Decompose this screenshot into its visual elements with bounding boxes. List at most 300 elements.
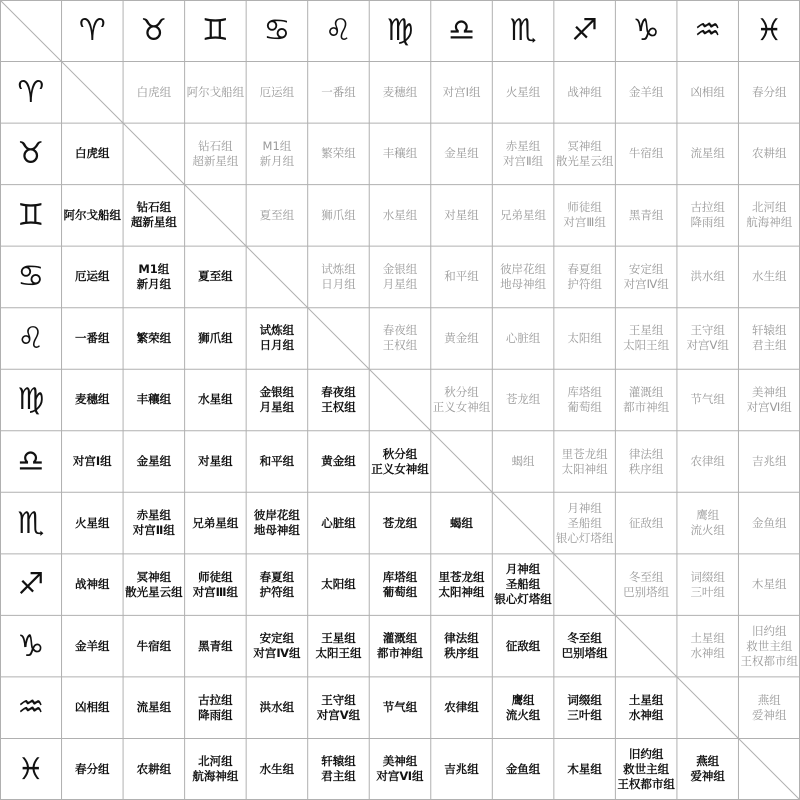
pair-cell [246, 431, 308, 493]
pair-name: 轩辕组 [321, 754, 356, 769]
pair-cell [185, 615, 247, 677]
pair-cell-text [629, 146, 664, 161]
gemini-icon: ♊ [201, 13, 229, 49]
aries-icon: ♈ [78, 13, 106, 49]
pair-cell-text [567, 693, 602, 723]
pair-cell-text [75, 577, 110, 592]
pair-cell [308, 431, 370, 493]
pair-cell [308, 62, 370, 124]
pair-cell [738, 369, 800, 431]
pair-cell-text [752, 323, 787, 353]
pair-cell [185, 246, 247, 308]
pair-name: 库塔组 [382, 569, 418, 584]
pair-name: 苍龙组 [382, 515, 418, 530]
pair-name: 王守组 [321, 692, 356, 707]
pair-cell [308, 185, 370, 247]
pair-cell-text [198, 392, 233, 407]
pair-name: 救世主组 [623, 761, 670, 776]
pair-cell-text [198, 693, 233, 723]
pair-name: 葡萄组 [382, 584, 418, 599]
pair-name: 苍龙组 [505, 392, 541, 407]
leo-icon: ♌ [325, 13, 352, 49]
pair-cell-text [137, 262, 172, 292]
pair-name: 航海神组 [746, 215, 793, 230]
pair-name: 流火组 [505, 707, 541, 722]
pair-cell [615, 246, 677, 308]
pair-cell [615, 185, 677, 247]
pair-name: 地母神组 [500, 276, 547, 291]
pair-cell-text [133, 508, 175, 538]
pair-name: 金羊组 [75, 638, 110, 653]
pair-cell-text [73, 454, 112, 469]
pair-name: 散光星云组 [555, 153, 614, 168]
pair-name: 流星组 [690, 146, 725, 161]
pair-name: 王权都市组 [617, 776, 675, 791]
pair-cell-text [75, 392, 110, 407]
pair-cell-text [75, 516, 110, 531]
pair-cell-text [494, 562, 552, 607]
pair-cell [308, 615, 370, 677]
pair-name: 对宫Ⅲ组 [563, 215, 606, 230]
pair-name: 太阳王组 [623, 338, 670, 353]
pair-cell-text [629, 85, 664, 100]
pair-cell [246, 185, 308, 247]
pair-name: 水生组 [751, 269, 787, 284]
pair-cell-text [260, 385, 295, 415]
pair-cell [62, 615, 124, 677]
pair-name: 蝎组 [450, 515, 474, 530]
pair-name: 麦穗组 [382, 84, 418, 99]
pair-cell-text [383, 85, 418, 100]
pair-cell-text [450, 516, 473, 531]
pair-cell-text [137, 454, 172, 469]
pair-cell [431, 123, 493, 185]
pair-cell [431, 615, 493, 677]
pair-cell-text [444, 331, 479, 346]
pair-cell [492, 677, 554, 739]
pair-cell-text [444, 269, 479, 284]
pair-cell-text [198, 269, 233, 284]
pair-cell-text [752, 146, 787, 161]
pair-cell-text [433, 385, 491, 415]
pair-cell-text [260, 323, 295, 353]
pair-cell-text [321, 385, 356, 415]
pair-cell [308, 677, 370, 739]
pair-cell-text [740, 624, 798, 669]
pair-cell-text [192, 139, 238, 169]
pair-cell [554, 62, 616, 124]
pair-name: 古拉组 [690, 200, 725, 215]
pair-cell-text [512, 454, 535, 469]
cancer-icon: ♋ [17, 259, 45, 295]
pair-name: 灌溉组 [382, 631, 418, 646]
pair-cell-text [752, 269, 787, 284]
pair-cell-text [321, 516, 356, 531]
pair-cell [185, 62, 247, 124]
pair-name: 对宫Ⅰ组 [442, 84, 481, 99]
pair-name: 太阳神组 [561, 461, 608, 476]
pair-name: 正义女神组 [432, 399, 491, 414]
pair-cell [677, 62, 739, 124]
pair-cell-text [75, 146, 110, 161]
pair-name: 美神组 [382, 754, 418, 769]
pair-cell [123, 615, 185, 677]
pair-cell [554, 123, 616, 185]
pair-cell [246, 369, 308, 431]
pair-cell [738, 615, 800, 677]
pair-cell-text [315, 631, 361, 661]
pair-name: 里苍龙组 [438, 569, 485, 584]
pair-name: 狮爪组 [321, 207, 356, 222]
pair-name: 安定组 [628, 261, 664, 276]
pair-cell-text [187, 85, 245, 100]
pair-name: 降雨组 [198, 707, 233, 722]
pair-cell-text [690, 269, 725, 284]
pair-name: 农耕组 [751, 146, 787, 161]
pair-cell-text [567, 262, 602, 292]
pair-name: 对宫Ⅴ组 [686, 338, 729, 353]
pair-cell [677, 615, 739, 677]
pair-cell-text [506, 639, 541, 654]
pair-name: 新月组 [259, 153, 295, 168]
pair-name: 农律组 [444, 700, 479, 715]
pair-name: 钻石组 [136, 200, 172, 215]
pair-cell [492, 123, 554, 185]
pair-name: 牛宿组 [628, 146, 664, 161]
pair-cell-text [690, 146, 725, 161]
pair-name: 蝎组 [511, 454, 535, 469]
pair-cell-text [444, 631, 479, 661]
pair-cell-text [260, 570, 295, 600]
pair-cell-text [253, 631, 300, 661]
pair-cell [123, 431, 185, 493]
pair-name: 降雨组 [690, 215, 725, 230]
pair-cell [738, 246, 800, 308]
pair-cell [308, 123, 370, 185]
pair-name: 阿尔戈船组 [63, 207, 122, 222]
pair-cell-text [321, 454, 356, 469]
pair-name: 新月组 [136, 276, 172, 291]
pair-cell-text [260, 85, 295, 100]
taurus-icon: ♉ [140, 13, 168, 49]
pair-name: 正义女神组 [371, 461, 429, 476]
pair-cell-text [383, 146, 418, 161]
pair-cell-text [690, 200, 725, 230]
pair-name: 春夜组 [321, 384, 356, 399]
pair-name: 金羊组 [628, 84, 664, 99]
pair-cell-text [567, 331, 602, 346]
pair-name: 巴别塔组 [623, 584, 670, 599]
pair-cell [554, 308, 616, 370]
pair-name: 火星组 [505, 84, 541, 99]
pair-name: 旧约组 [751, 623, 787, 638]
pair-cell-text [690, 392, 725, 407]
pair-name: 吉兆组 [751, 454, 787, 469]
scorpio-icon: ♏ [17, 505, 45, 541]
pair-cell-text [690, 454, 725, 469]
pair-cell [369, 554, 431, 616]
pair-cell [123, 492, 185, 554]
pair-name: 里苍龙组 [561, 446, 608, 461]
pair-name: 太阳王组 [315, 646, 362, 661]
pair-cell-text [383, 208, 418, 223]
pair-name: 兄弟星组 [500, 207, 547, 222]
pair-name: 繁荣组 [321, 146, 356, 161]
pair-name: 地母神组 [253, 523, 300, 538]
pair-name: 北河组 [751, 200, 787, 215]
pair-cell-text [506, 392, 541, 407]
pair-cell-text [623, 570, 669, 600]
pair-name: 爱神组 [751, 707, 787, 722]
pair-cell [185, 554, 247, 616]
pair-name: M1组 [138, 261, 170, 276]
pair-name: 对宫Ⅵ组 [376, 769, 424, 784]
pair-name: 银心灯塔组 [555, 530, 614, 545]
pair-name: 厄运组 [75, 269, 110, 284]
pair-name: 超新星组 [192, 153, 239, 168]
pair-cell [431, 62, 493, 124]
pair-name: 库塔组 [567, 384, 602, 399]
pair-cell-text [137, 700, 172, 715]
pair-name: 对宫Ⅲ组 [192, 584, 239, 599]
pair-name: 丰穰组 [136, 392, 172, 407]
pair-name: 节气组 [690, 392, 725, 407]
pair-name: 白虎组 [75, 146, 110, 161]
pair-cell [62, 431, 124, 493]
pair-cell-text [75, 762, 110, 777]
pair-cell-text [192, 754, 238, 784]
taurus-icon: ♉ [17, 136, 45, 172]
pair-cell [185, 492, 247, 554]
pair-cell-text [75, 639, 110, 654]
virgo-icon: ♍ [17, 382, 45, 418]
pair-cell-text [321, 85, 356, 100]
pair-cell-text [321, 208, 356, 223]
pair-cell-text [317, 693, 360, 723]
pair-name: 水星组 [198, 392, 233, 407]
pair-name: 圣船组 [567, 515, 602, 530]
pair-cell-text [198, 454, 233, 469]
pair-cell [677, 308, 739, 370]
pair-cell-text [321, 146, 356, 161]
pair-name: 对宫Ⅰ组 [72, 454, 112, 469]
pair-cell-text [137, 392, 172, 407]
pair-cell [369, 123, 431, 185]
pair-name: 木星组 [751, 577, 787, 592]
pair-cell [554, 431, 616, 493]
pair-cell-text [506, 693, 541, 723]
pair-cell [677, 185, 739, 247]
pair-cell-text [629, 447, 664, 477]
pair-name: 太阳组 [321, 577, 356, 592]
pair-cell-text [747, 385, 792, 415]
pair-cell [677, 554, 739, 616]
pair-cell [246, 677, 308, 739]
pair-cell-text [500, 262, 546, 292]
aquarius-icon: ♒ [17, 690, 45, 726]
pair-cell [615, 554, 677, 616]
pair-cell-text [75, 269, 110, 284]
pair-name: 黄金组 [444, 330, 479, 345]
pair-cell [677, 369, 739, 431]
pair-cell-text [690, 570, 725, 600]
pair-name: 彼岸花组 [500, 261, 547, 276]
pair-name: 月星组 [259, 399, 295, 414]
pair-cell [123, 246, 185, 308]
pair-name: 灌溉组 [628, 384, 664, 399]
pair-cell [246, 492, 308, 554]
pair-cell [369, 492, 431, 554]
pair-name: 航海神组 [192, 769, 239, 784]
pair-cell [123, 62, 185, 124]
pair-cell [492, 615, 554, 677]
pair-name: 美神组 [751, 384, 787, 399]
pair-cell-text [254, 508, 300, 538]
pair-name: 火星组 [75, 515, 110, 530]
capricorn-icon: ♑ [17, 628, 45, 664]
pair-cell [185, 431, 247, 493]
pair-cell [62, 369, 124, 431]
pair-cell [246, 62, 308, 124]
pair-cell-text [623, 385, 669, 415]
pair-cell-text [617, 747, 675, 792]
pair-name: 对星组 [198, 454, 233, 469]
pair-name: 战神组 [75, 577, 110, 592]
pair-name: 流星组 [136, 700, 172, 715]
pair-name: 对宫Ⅳ组 [623, 276, 669, 291]
pair-cell-text [377, 631, 423, 661]
pair-name: 金星组 [444, 146, 479, 161]
pair-name: 三叶组 [567, 707, 602, 722]
pair-cell-text [444, 146, 479, 161]
pair-name: 月神组 [567, 500, 602, 515]
pair-cell [62, 123, 124, 185]
pair-name: 对宫Ⅳ组 [253, 646, 301, 661]
pair-name: 太阳组 [567, 330, 602, 345]
pair-cell-text [75, 700, 110, 715]
pair-name: 水神组 [628, 707, 664, 722]
pair-name: M1组 [262, 138, 292, 153]
pair-cell [246, 554, 308, 616]
pair-cell-text [443, 85, 481, 100]
pair-cell [554, 738, 616, 800]
pair-name: 农律组 [690, 454, 725, 469]
aries-icon: ♈ [17, 74, 45, 110]
pair-cell [308, 492, 370, 554]
pair-cell [738, 431, 800, 493]
pair-cell-text [383, 570, 418, 600]
pair-name: 王星组 [321, 631, 356, 646]
pair-cell-text [506, 762, 541, 777]
pair-cell [123, 308, 185, 370]
pair-cell [615, 431, 677, 493]
pair-cell-text [137, 85, 172, 100]
pair-name: 冬至组 [628, 569, 664, 584]
pair-name: 彼岸花组 [253, 508, 300, 523]
pair-cell-text [624, 262, 669, 292]
pair-cell [554, 615, 616, 677]
pair-name: 秋分组 [382, 446, 418, 461]
pair-cell-text [383, 700, 418, 715]
pair-name: 繁荣组 [136, 330, 172, 345]
pair-cell-text [137, 639, 172, 654]
pair-cell-text [444, 208, 479, 223]
pair-name: 太阳神组 [438, 584, 485, 599]
pair-cell-text [690, 85, 725, 100]
pair-cell-text [260, 139, 295, 169]
pair-cell-text [556, 501, 614, 546]
pair-cell [185, 369, 247, 431]
pair-name: 律法组 [628, 446, 664, 461]
pair-cell-text [752, 85, 787, 100]
pair-name: 葡萄组 [567, 399, 602, 414]
pair-cell [738, 308, 800, 370]
pair-cell [369, 677, 431, 739]
pisces-icon: ♓ [755, 13, 783, 49]
sagittarius-icon: ♐ [571, 13, 599, 49]
pair-cell [431, 246, 493, 308]
pair-name: 夏至组 [198, 269, 233, 284]
pair-name: 对宫Ⅴ组 [316, 707, 361, 722]
pair-name: 春分组 [75, 761, 110, 776]
pair-cell [369, 738, 431, 800]
pair-cell [615, 677, 677, 739]
virgo-icon: ♍ [386, 13, 414, 49]
pair-cell-text [563, 200, 605, 230]
pair-name: 战神组 [567, 84, 602, 99]
pair-cell [62, 677, 124, 739]
pair-name: 丰穰组 [382, 146, 418, 161]
sagittarius-icon: ♐ [17, 567, 45, 603]
pair-cell [246, 308, 308, 370]
pair-name: 王守组 [690, 323, 725, 338]
pair-name: 王权都市组 [740, 653, 798, 668]
pair-cell [62, 246, 124, 308]
pair-name: 鹰组 [511, 692, 535, 707]
pair-cell-text [137, 331, 172, 346]
pair-name: 君主组 [751, 338, 787, 353]
pair-cell [738, 123, 800, 185]
pair-cell-text [562, 631, 608, 661]
pair-name: 日月组 [321, 276, 356, 291]
pair-name: 轩辕组 [751, 323, 787, 338]
pair-name: 和平组 [259, 454, 295, 469]
pair-cell [738, 554, 800, 616]
pair-name: 水神组 [690, 646, 725, 661]
pair-name: 救世主组 [746, 638, 793, 653]
pair-name: 护符组 [567, 276, 602, 291]
pair-cell-text [752, 577, 787, 592]
pair-name: 日月组 [259, 338, 295, 353]
pair-cell [492, 246, 554, 308]
pair-name: 征敌组 [505, 638, 541, 653]
pair-name: 散光星云组 [125, 584, 183, 599]
pair-name: 词缀组 [567, 692, 602, 707]
pair-cell [615, 123, 677, 185]
pair-cell-text [321, 262, 356, 292]
pair-cell-text [137, 762, 172, 777]
pair-cell-text [567, 762, 602, 777]
pair-name: 都市神组 [623, 399, 670, 414]
pair-cell-text [444, 762, 479, 777]
pair-name: 心脏组 [321, 515, 356, 530]
pair-name: 鹰组 [696, 508, 720, 523]
pair-cell [369, 62, 431, 124]
pair-cell-text [690, 508, 725, 538]
pair-name: 金银组 [259, 384, 295, 399]
pair-name: 金银组 [382, 261, 418, 276]
pair-name: 春夏组 [259, 569, 295, 584]
